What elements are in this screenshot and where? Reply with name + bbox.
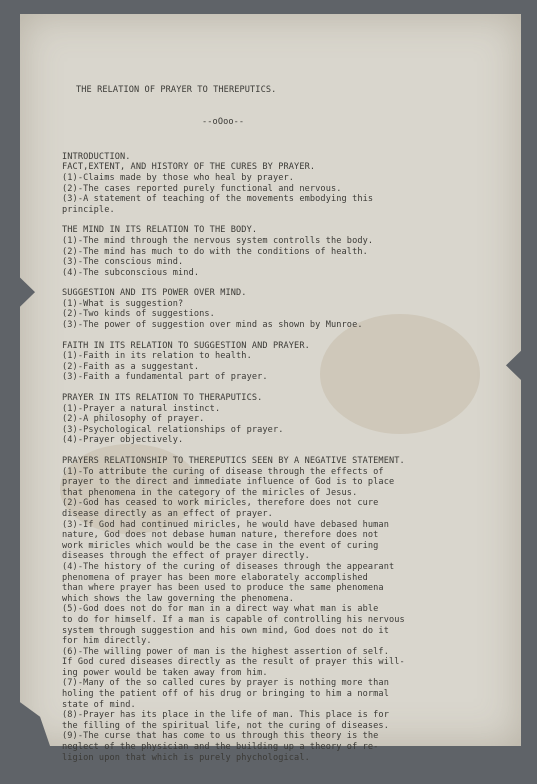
section-line: (6)-The willing power of man is the highest assertion of self. If God cured diseases directly as the result of prayer this will- ing power would be taken away from him.: [62, 646, 405, 678]
section-line: (1)-Claims made by those who heal by prayer.: [62, 172, 295, 183]
typed-document: [62, 64, 517, 784]
section-line: (4)-The history of the curing of diseases through the appearant phenomena of prayer has been more elaborately accomplished than where prayer has been used to produce the same phenomena which shows the law governing the phenomena.: [62, 561, 395, 604]
document-section: [62, 225, 517, 278]
section-line: (2)-The mind has much to do with the conditions of health.: [62, 246, 368, 257]
section-heading: THE MIND IN ITS RELATION TO THE BODY.: [62, 225, 258, 236]
document-section: [62, 341, 517, 383]
section-heading: PRAYER IN ITS RELATION TO THERAPUTICS.: [62, 393, 263, 404]
document-section: [62, 393, 517, 446]
document-subtitle: --oOoo--: [202, 116, 245, 127]
section-line: (2)-Faith as a suggestant.: [62, 361, 200, 372]
document-section: [62, 152, 517, 216]
section-line: (2)-A philosophy of prayer.: [62, 414, 205, 425]
section-heading: PRAYERS RELATIONSHIP TO THEREPUTICS SEEN BY A NEGATIVE STATEMENT.: [62, 456, 405, 466]
section-line: (7)-Many of the so called cures by prayer is nothing more than holing the patient off of his drug or bringing to him a normal state of mind.: [62, 678, 389, 710]
section-line: (8)-Prayer has its place in the life of man. This place is for the filling of the spiritual life, not the curing of diseases.: [62, 710, 389, 731]
section-line: (3)-A statement of teaching of the movements embodying this principle.: [62, 194, 374, 215]
section-line: (5)-God does not do for man in a direct way what man is able to do for himself. If a man is capable of controlling his nervous system through suggestion and his own mind, God does not do it for him directly.: [62, 604, 405, 647]
section-line: (3)-Psychological relationships of prayer.: [62, 424, 284, 435]
section-line: (3)-The power of suggestion over mind as shown by Munroe.: [62, 320, 363, 331]
section-line: (1)-Faith in its relation to health.: [62, 351, 252, 362]
section-line: (9)-The curse that has come to us through this theory is the neglect of the physician and the building up a theory of re- ligion upon that which is purely phychological.: [62, 731, 379, 763]
document-title: THE RELATION OF PRAYER TO THEREPUTICS.: [76, 85, 277, 96]
document-section: [62, 456, 517, 763]
section-heading: SUGGESTION AND ITS POWER OVER MIND.: [62, 288, 247, 299]
document-section: [62, 288, 517, 330]
section-line: (3)-If God had continued miricles, he would have debased human nature, God does not debase human nature, therefore does not work miricles which would be the case in the event of curing diseases through the effect of prayer directly.: [62, 519, 389, 562]
section-line: (2)-The cases reported purely functional and nervous.: [62, 183, 342, 194]
section-line: (2)-Two kinds of suggestions.: [62, 309, 215, 320]
section-line: (2)-God has ceased to work miricles, therefore does not cure disease directly as an effect of prayer.: [62, 498, 379, 519]
section-line: (4)-Prayer objectively.: [62, 435, 184, 446]
section-line: (1)-The mind through the nervous system controlls the body.: [62, 235, 374, 246]
section-line: (1)-What is suggestion?: [62, 298, 184, 309]
section-heading: FAITH IN ITS RELATION TO SUGGESTION AND PRAYER.: [62, 340, 310, 351]
section-line: (1)-Prayer a natural instinct.: [62, 403, 221, 414]
section-line: (3)-The conscious mind.: [62, 257, 184, 268]
section-line: (3)-Faith a fundamental part of prayer.: [62, 372, 268, 383]
section-line: (1)-To attribute the curing of disease through the effects of prayer to the direct and immediate influence of God is to place that phenomena in the category of the miricles of Jesus.: [62, 466, 395, 498]
section-heading: INTRODUCTION. FACT,EXTENT, AND HISTORY OF THE CURES BY PRAYER.: [62, 151, 316, 173]
section-line: (4)-The subconscious mind.: [62, 267, 200, 278]
document-sections: [62, 152, 517, 763]
